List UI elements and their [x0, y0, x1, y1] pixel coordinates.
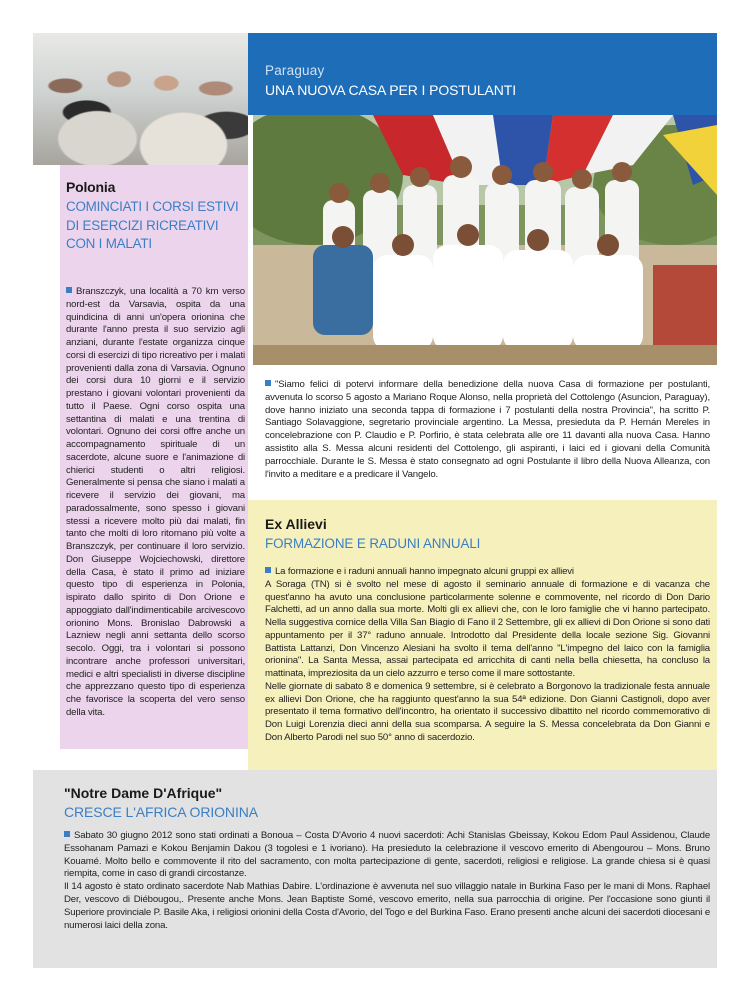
exallievi-body-text	[265, 566, 710, 745]
polonia-paragraph: Branszczyk, una località a 70 km verso nord-est da Varsavia, ospita da una quindicina di anni un'opera orionina che durante l'anno presta il suo servizio agli anziani, durante l'estate organizza cinque corsi di esercizi di tipo ricreativo per i malati provenienti dalla zona di Varsavia. Ognuno dei corsi dura 10 giorni e il servizio prestano i giovani volontari provenienti da tutto il Paese. Ogni corso ospita una settantina di malati e una trentina di volontari. Ognuno dei corsi offre anche un accompagnamento spirituale di un sacerdote, alcune suore e l'animazione di chierici studenti o altri religiosi. Generalmente si pensa che siano i malati a ricevere il servizio dei giovani, ma paradossalmente, sono spesso i giovani stessi a ricevere molto più dai malati, fin tanto che molti di loro ritornano più volte a Branszczyk, per continuare il loro servizio. Don Giuseppe Wojciechowski, direttore della Casa, è stato il primo ad iniziare questo tipo di esperienza in Polonia, ispirato dallo spirito di Don Orione e appoggiato dall'indimenticabile arcivescovo orionino Mons. Bronislao Dabrowski a Lazniew negli anni settanta dello scorso secolo. Oggi, tra i volontari si possono incontrare anche professori universitari, medici e altri specialisti in diverse discipline che apprezzano questo tipo di esperienza che favorisce la scoperta del vero senso della vita.	[66, 286, 245, 718]
bullet-square-icon	[66, 287, 72, 293]
notredame-paragraph-1-wrap	[64, 830, 710, 881]
bullet-square-icon	[64, 831, 70, 837]
polonia-headline: COMINCIATI I CORSI ESTIVI DI ESERCIZI RICREATIVI CON I MALATI	[66, 199, 239, 251]
paraguay-body-text	[265, 379, 710, 481]
exallievi-intro: La formazione e i raduni annuali hanno impegnato alcuni gruppi ex allievi	[275, 566, 574, 577]
polonia-body-text	[66, 286, 245, 720]
bullet-square-icon	[265, 567, 271, 573]
paraguay-region-title: Paraguay	[265, 63, 325, 78]
polonia-region-title: Polonia	[66, 179, 116, 195]
exallievi-paragraph-1: A Soraga (TN) si è svolto nel mese di agosto il seminario annuale di formazione e di vacanza che quest'anno ha avuto una conclusione particolarmente solenne e commovente, nel ricordo di Don Dario Falchetti, ad un anno dalla sua morte. Molti gli ex allievi che, con le loro famiglie che vi hanno partecipato. Nella suggestiva cornice della Villa San Biagio di Fano il 2 Settembre, gli ex allievi di Don Orione si sono dati appuntamento per il 37° raduno annuale. Introdotto dal Presidente della locale sezione Sig. Giovanni Battista Lattanzi, Don Vincenzo Alesiani ha svolto il tema dell'anno "L'impegno del laico con la famiglia orionina". La Santa Messa, assai partecipata ed arricchita di canti nella bella chiesetta, ha concluso la mattinata, impreziosita da un cielo azzurro e terso come il mare sottostante.	[265, 578, 710, 679]
exallievi-paragraph-2: Nelle giornate di sabato 8 e domenica 9 settembre, si è celebrato a Borgonovo la tradizionale festa annuale ex allievi Don Orione, che ha raggiunto quest'anno la sua 54ª edizione. Don Gianni Castignoli, dopo aver presentato il tema formativo dell'incontro, ha orientato il successivo dibattito nel ricordo commemorativo di Don Luigi Lorenzia dieci anni della sua scomparsa. A seguire la S. Messa concelebrata da Don Gianni e Don Alberto Parodi nel suo 50° anno di sacerdozio.	[265, 680, 710, 743]
polonia-photo	[33, 33, 248, 165]
notredame-paragraph-2: Il 14 agosto è stato ordinato sacerdote Nab Mathias Dabire. L'ordinazione è avvenuta nel suo villaggio natale in Burkina Faso per le mani di Mons. Raphael Der, vescovo di Diébougou,. Presente anche Mons. Jean Baptiste Somé, vescovo emerito, nella sua parrocchia di origine. Per l'occasione sono giunti il Superiore provinciale P. Basile Aka, i religiosi orionini della Costa d'Avorio, del Togo e del Burkina Faso. Erano presenti anche alcuni dei sacerdoti diocesani e numerosi laici della zona.	[64, 881, 710, 931]
paraguay-headline: UNA NUOVA CASA PER I POSTULANTI	[265, 82, 517, 98]
notredame-body-text	[64, 830, 710, 932]
notredame-region-title: "Notre Dame D'Afrique"	[64, 785, 223, 801]
notredame-paragraph-1: Sabato 30 giugno 2012 sono stati ordinati a Bonoua – Costa D'Avorio 4 nuovi sacerdoti: Achi Stanislas Gbeissay, Kokou Edom Paul Assidenou, Claude Essohanam Pamazi e Kokou Benjamin Dakou (3 togolesi e 1 ivoriano). Ha presieduto la celebrazione il vescovo emerito di Abengourou – Mons. Bruno Kouamé. Molto bello e commovente il rito del sacramento, con molta partecipazione di gente, sacerdoti, religiosi e religiose. La grande chiesa si è quasi riempita, come in caso di grandi circostanze.	[64, 830, 710, 880]
bullet-square-icon	[265, 380, 271, 386]
exallievi-region-title: Ex Allievi	[265, 516, 327, 532]
exallievi-headline: FORMAZIONE E RADUNI ANNUALI	[265, 536, 481, 551]
exallievi-intro-line	[265, 566, 710, 579]
paraguay-photo-illustration	[253, 115, 717, 365]
paraguay-group-photo	[253, 115, 717, 365]
notredame-headline: CRESCE L'AFRICA ORIONINA	[64, 804, 258, 820]
paraguay-paragraph: "Siamo felici di potervi informare della benedizione della nuova Casa di formazione per postulanti, avvenuta lo scorso 5 agosto a Mariano Roque Alonso, nella proprietà del Cottolengo (Asuncion, Paraguay), dove hanno iniziato una seconda tappa di formazione i 7 postulanti della nostra Provincia", ha scritto P. Santiago Solavaggione, segretario provinciale argentino. La Messa, presieduta da P. Hernán Mereles in concelebrazione con P. Claudio e P. Porfirio, è stata celebrata alle ore 11 davanti alla nuova Casa. Hanno assistito alla S. Messa alcuni residenti del Cottolengo, gli aspiranti, i laici ed i giovani della Comunità parrocchiale. Durante le S. Messa è stato consegnato ad ogni Postulante il libro della Nuova Alleanza, con l'invito a meditare e a predicare il Vangelo.	[265, 379, 710, 480]
